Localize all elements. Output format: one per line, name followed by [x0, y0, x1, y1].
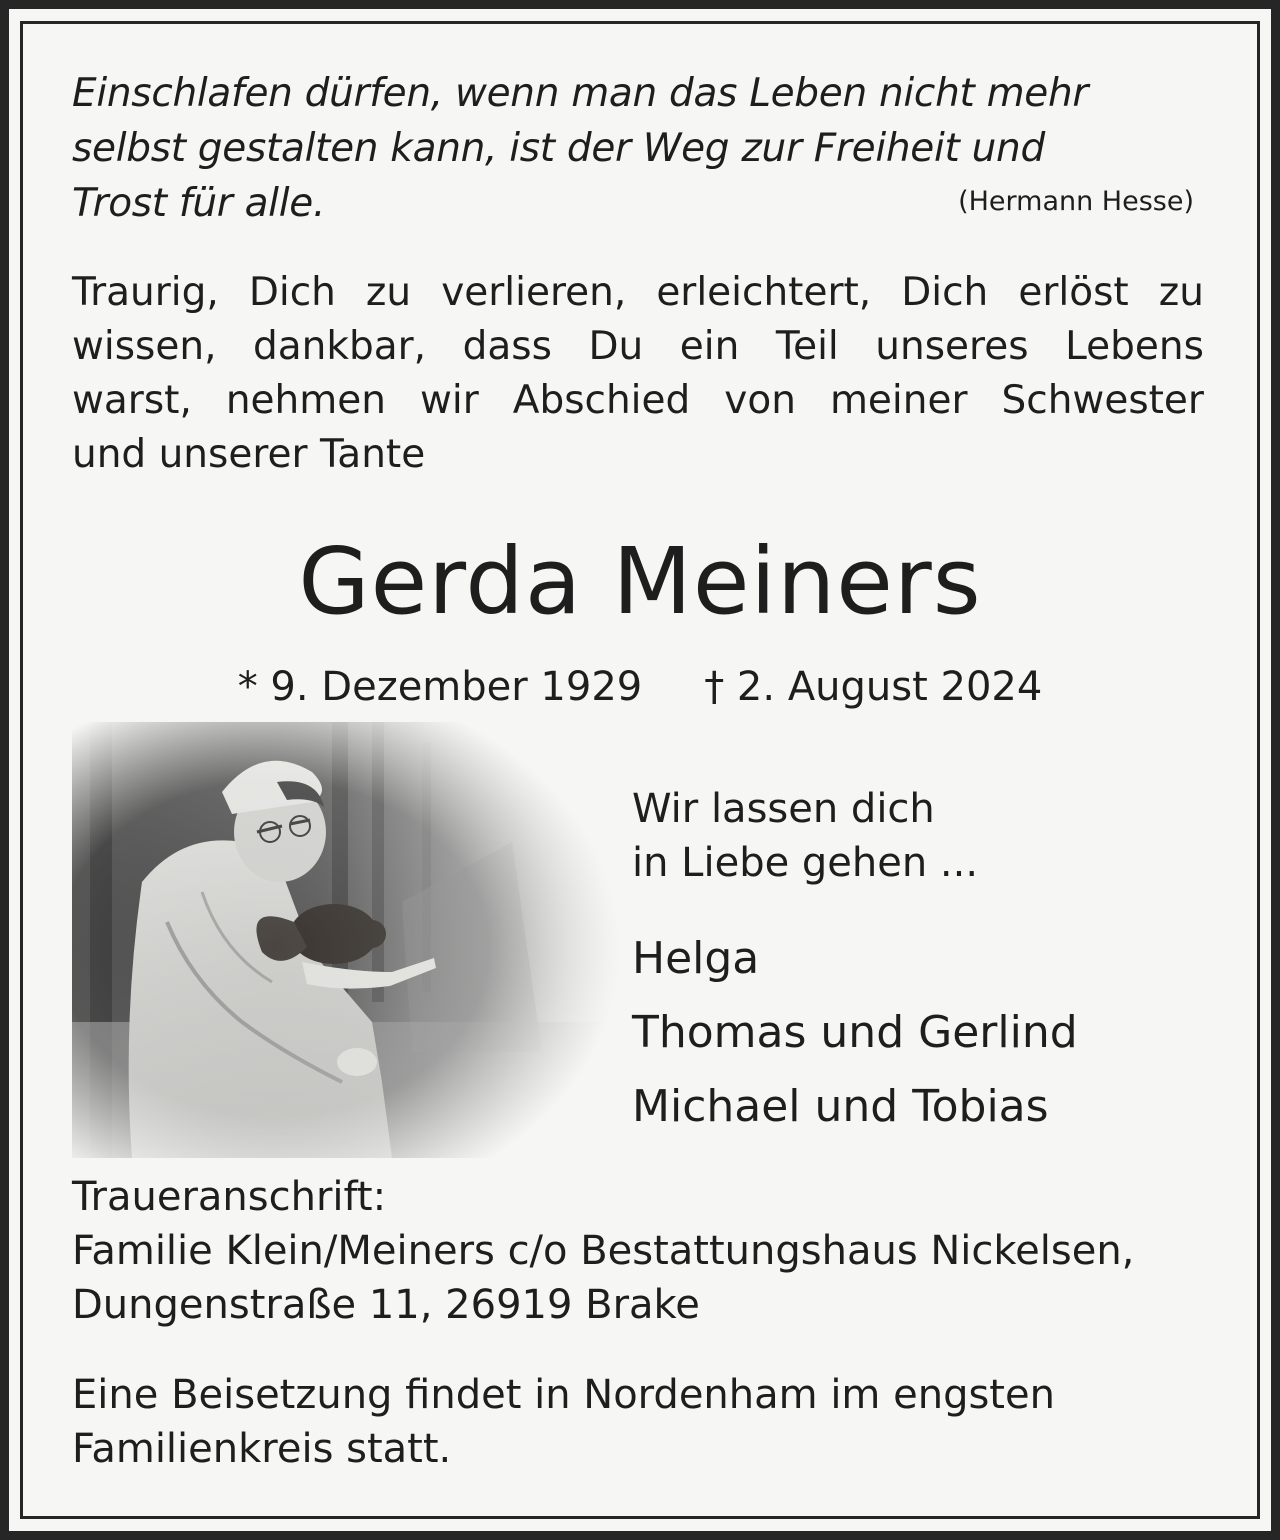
- farewell-line: in Liebe gehen ...: [632, 840, 979, 886]
- address-label: Traueranschrift:: [72, 1174, 387, 1220]
- intro-word: Dich: [901, 270, 989, 315]
- intro-word: Abschied: [512, 378, 691, 423]
- intro-word: Teil: [775, 324, 839, 369]
- intro-word: warst,: [72, 378, 192, 423]
- intro-word: zu: [365, 270, 412, 315]
- intro-line: [72, 374, 1204, 428]
- quote-line: selbst gestalten kann, ist der Weg zur Freiheit und: [72, 126, 1045, 171]
- intro-word: Traurig,: [72, 270, 219, 315]
- intro-line: [72, 266, 1204, 320]
- intro-word: erlöst: [1018, 270, 1129, 315]
- intro-word: dankbar,: [253, 324, 427, 369]
- intro-line: [72, 320, 1204, 374]
- woman-with-squirrel-photo-icon: [72, 722, 632, 1158]
- intro-word: zu: [1158, 270, 1204, 315]
- intro-word: ein: [679, 324, 740, 369]
- quote-attribution: (Hermann Hesse): [958, 186, 1194, 217]
- intro-word: Schwester: [1001, 378, 1204, 423]
- intro-word: wissen,: [72, 324, 217, 369]
- intro-word: dass: [462, 324, 552, 369]
- intro-word: Lebens: [1065, 324, 1204, 369]
- intro-line-last: und unserer Tante: [72, 432, 426, 477]
- mourners-list: [632, 922, 1078, 1144]
- memorial-photo: [72, 722, 632, 1158]
- intro-word: von: [724, 378, 796, 423]
- mourner: Michael und Tobias: [632, 1081, 1049, 1132]
- burial-line: Eine Beisetzung findet in Nordenham im engsten: [72, 1372, 1055, 1418]
- burial-line: Familienkreis statt.: [72, 1426, 452, 1472]
- life-dates: [0, 662, 1280, 712]
- quote-line: Trost für alle.: [72, 181, 326, 226]
- intro-word: wir: [419, 378, 479, 423]
- address-line: Dungenstraße 11, 26919 Brake: [72, 1282, 700, 1328]
- birth-date: * 9. Dezember 1929: [237, 664, 643, 710]
- mourner: Thomas und Gerlind: [632, 1007, 1078, 1058]
- intro-word: erleichtert,: [656, 270, 872, 315]
- mourner: Helga: [632, 933, 760, 984]
- deceased-name: Gerda Meiners: [298, 528, 982, 635]
- death-date: † 2. August 2024: [704, 664, 1043, 710]
- intro-word: verlieren,: [441, 270, 627, 315]
- condolence-address: [72, 1170, 1134, 1332]
- intro-word: Dich: [248, 270, 336, 315]
- quote-line: Einschlafen dürfen, wenn man das Leben nicht mehr: [72, 71, 1089, 116]
- farewell-line: Wir lassen dich: [632, 786, 935, 832]
- farewell-text: [632, 782, 978, 890]
- intro-text: [72, 266, 1204, 482]
- intro-word: unseres: [875, 324, 1029, 369]
- intro-word: meiner: [829, 378, 968, 423]
- burial-note: [72, 1368, 1055, 1476]
- address-line: Familie Klein/Meiners c/o Bestattungshaus Nickelsen,: [72, 1228, 1135, 1274]
- intro-word: Du: [588, 324, 644, 369]
- intro-word: nehmen: [225, 378, 386, 423]
